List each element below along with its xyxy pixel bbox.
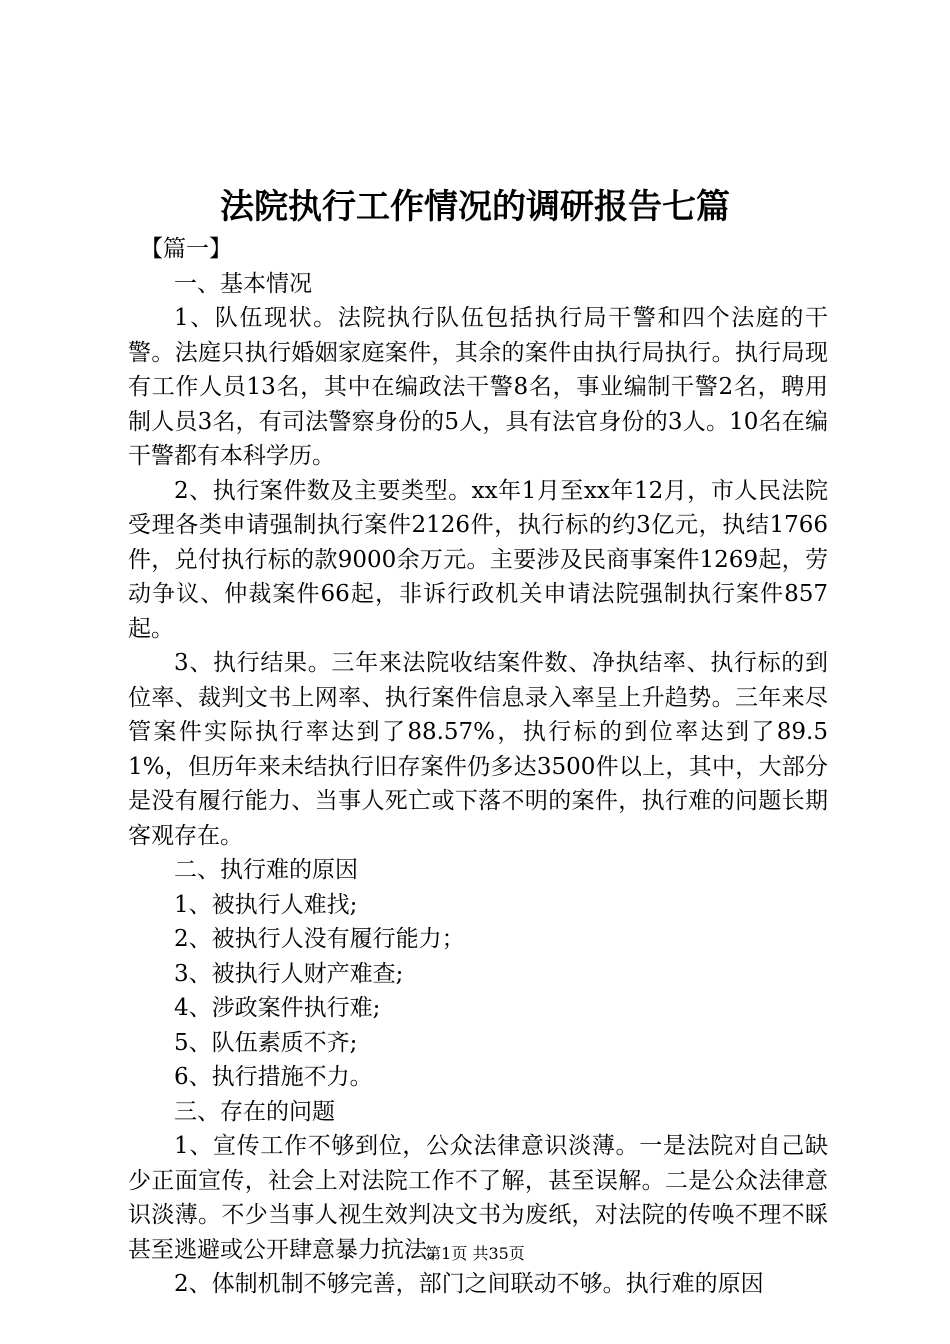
section-marker: 【篇一】 <box>140 236 232 262</box>
paragraph-publicity-problem: 1、宣传工作不够到位，公众法律意识淡薄。一是法院对自己缺少正面宣传，社会上对法院工作不了解，甚至误解。二是公众法律意识淡薄。不少当事人视生效判决文书为废纸，对法院的传唤不理不睬甚至逃避或公开肆意暴力抗法。 <box>128 1133 828 1263</box>
list-item-reason: 3、被执行人财产难查; <box>174 960 404 987</box>
list-item-reason: 4、涉政案件执行难; <box>174 995 381 1021</box>
document-title: 法院执行工作情况的调研报告七篇 <box>220 187 730 227</box>
section-heading-basic-situation: 一、基本情况 <box>174 270 312 297</box>
section-heading-causes: 二、执行难的原因 <box>174 857 358 883</box>
list-item-reason: 5、队伍素质不齐; <box>174 1029 358 1056</box>
paragraph-team-status: 1、队伍现状。法院执行队伍包括执行局干警和四个法庭的干警。法庭只执行婚姻家庭案件，其余的案件由执行局执行。执行局现有工作人员13名，其中在编政法干警8名，事业编制干警2名，聘用制人员3名，有司法警察身份的5人，具有法官身份的3人。10名在编干警都有本科学历。 <box>128 305 828 469</box>
page-number-footer: 第1页 共35页 <box>425 1244 525 1263</box>
document-body <box>128 232 828 1302</box>
paragraph-case-types: 2、执行案件数及主要类型。xx年1月至xx年12月，市人民法院受理各类申请强制执行案件2126件，执行标的约3亿元，执结1766件，兑付执行标的款9000余万元。主要涉及民商事案件1269起，劳动争议、仲裁案件66起，非诉行政机关申请法院强制执行案件857起。 <box>128 477 828 642</box>
section-heading-problems: 三、存在的问题 <box>174 1098 335 1125</box>
list-item-reason: 6、执行措施不力。 <box>174 1064 373 1090</box>
paragraph-system-problem: 2、体制机制不够完善，部门之间联动不够。执行难的原因 <box>174 1271 764 1297</box>
list-item-reason: 2、被执行人没有履行能力； <box>174 926 465 952</box>
list-item-reason: 1、被执行人难找; <box>174 891 358 918</box>
paragraph-execution-results: 3、执行结果。三年来法院收结案件数、净执结率、执行标的到位率、裁判文书上网率、执行案件信息录入率呈上升趋势。三年来尽管案件实际执行率达到了88.57%，执行标的到位率达到了89.51%，但历年来未结执行旧存案件仍多达3500件以上，其中，大部分是没有履行能力、当事人死亡或下落不明的案件，执行难的问题长期客观存在。 <box>128 650 828 849</box>
